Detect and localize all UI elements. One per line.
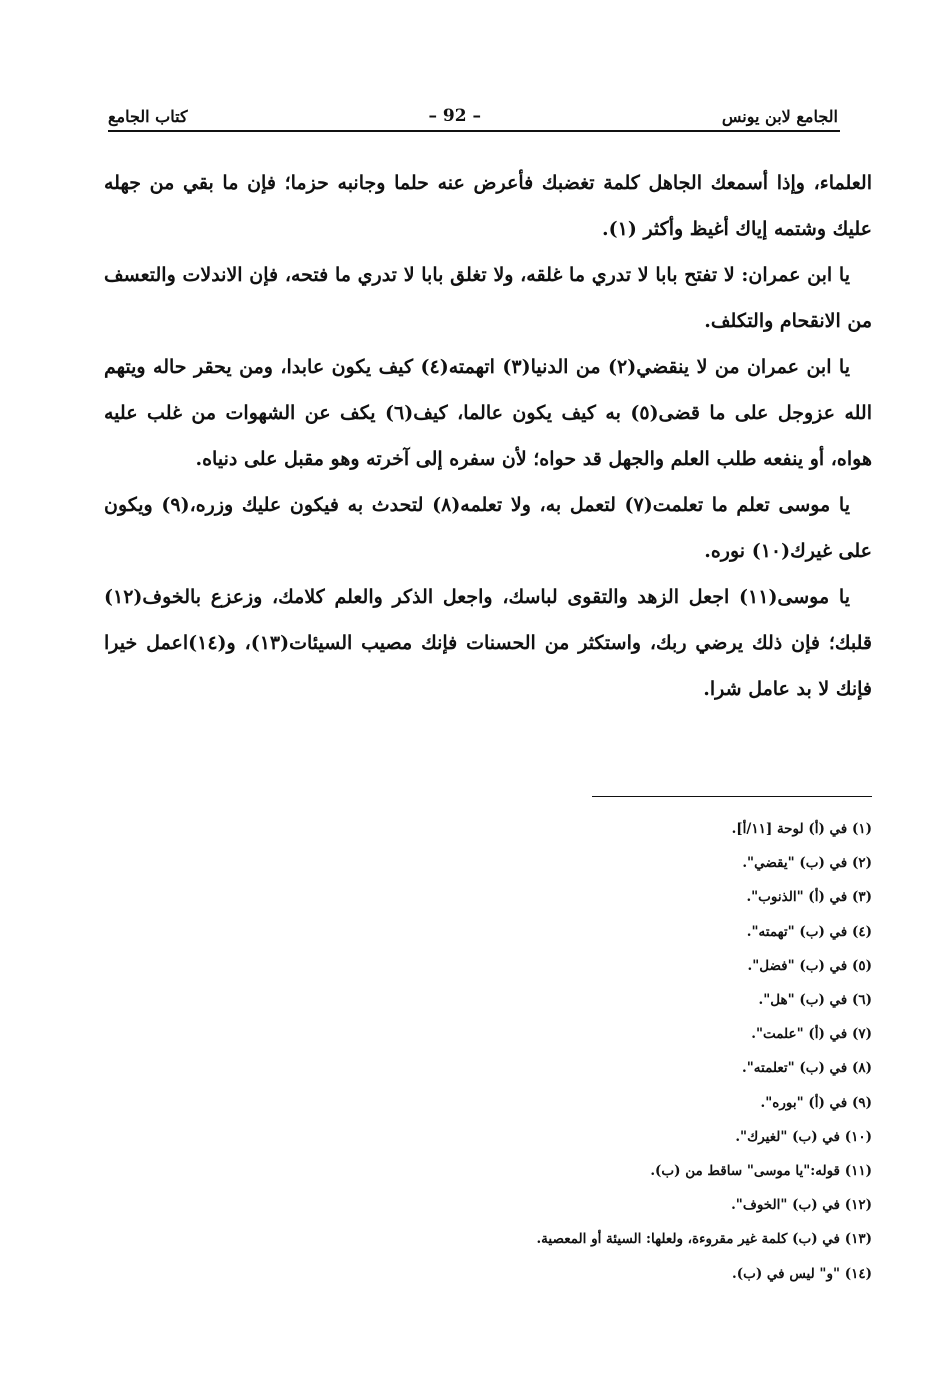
footnote: (١٣) في (ب) كلمة غير مقروءة، ولعلها: السيئة أو المعصية. <box>536 1231 872 1248</box>
paragraph: العلماء، وإذا أسمعك الجاهل كلمة تغضبك فأعرض عنه حلما وجانبه حزما؛ فإن ما بقي من جهله عليك وشتمه إياك أغيظ وأكثر (١). <box>104 172 872 240</box>
footnote: (٩) في (أ) "بوره". <box>760 1094 872 1111</box>
paragraph: يا ابن عمران من لا ينقضي(٢) من الدنيا(٣) اتهمته(٤) كيف يكون عابدا، ومن يحقر حاله ويتهم الله عزوجل على ما قضى(٥) به كيف يكون عالما، كيف(٦) يكف عن الشهوات من غلب عليه هواه، أو ينفعه طلب العلم والجهل قد حواه؛ لأن سفره إلى آخرته وهو مقبل على دنياه. <box>104 356 872 470</box>
footnote: (٣) في (أ) "الذنوب". <box>746 889 872 906</box>
footnote-separator <box>592 796 872 797</box>
footnote: (٧) في (أ) "علمت". <box>751 1026 872 1043</box>
footnote: (١) في (أ) لوحة [١١/أ]. <box>731 821 872 837</box>
page-number: – 92 – <box>428 106 481 126</box>
header-author-title: الجامع لابن يونس <box>721 107 838 126</box>
running-header <box>108 96 838 126</box>
footnotes <box>330 812 872 1291</box>
paragraph: يا موسى(١١) اجعل الزهد والتقوى لباسك، واجعل الذكر والعلم كلامك، وزعزع بالخوف(١٢) قلبك؛ فإن ذلك يرضي ربك، واستكثر من الحسنات فإنك مصيب السيئات(١٣)، و(١٤)اعمل خيرا فإنك لا بد عامل شرا. <box>104 586 872 700</box>
main-text <box>104 160 872 712</box>
footnote: (١٤) "و" ليس في (ب). <box>732 1265 872 1282</box>
footnote: (٤) في (ب) "تهمته". <box>746 923 872 940</box>
footnote: (١٠) في (ب) "لغيرك". <box>735 1128 872 1145</box>
header-book-title: كتاب الجامع <box>108 107 188 126</box>
header-rule <box>108 130 840 132</box>
footnote: (٦) في (ب) "هل". <box>758 992 872 1009</box>
footnote: (١٢) في (ب) "الخوف". <box>731 1197 872 1214</box>
paragraph: يا ابن عمران: لا تفتح بابا لا تدري ما غلقه، ولا تغلق بابا لا تدري ما فتحه، فإن الاندلات والتعسف من الانقحام والتكلف. <box>104 264 872 332</box>
footnote: (٨) في (ب) "تعلمته". <box>742 1060 872 1077</box>
footnote: (١١) قوله:"يا موسى" ساقط من (ب). <box>650 1163 872 1180</box>
footnote: (٥) في (ب) "فضل". <box>747 957 872 974</box>
paragraph: يا موسى تعلم ما تعلمت(٧) لتعمل به، ولا تعلمه(٨) لتحدث به فيكون عليك وزره،(٩) ويكون على غيرك(١٠) نوره. <box>104 494 872 562</box>
footnote: (٢) في (ب) "يقضي". <box>742 855 872 872</box>
